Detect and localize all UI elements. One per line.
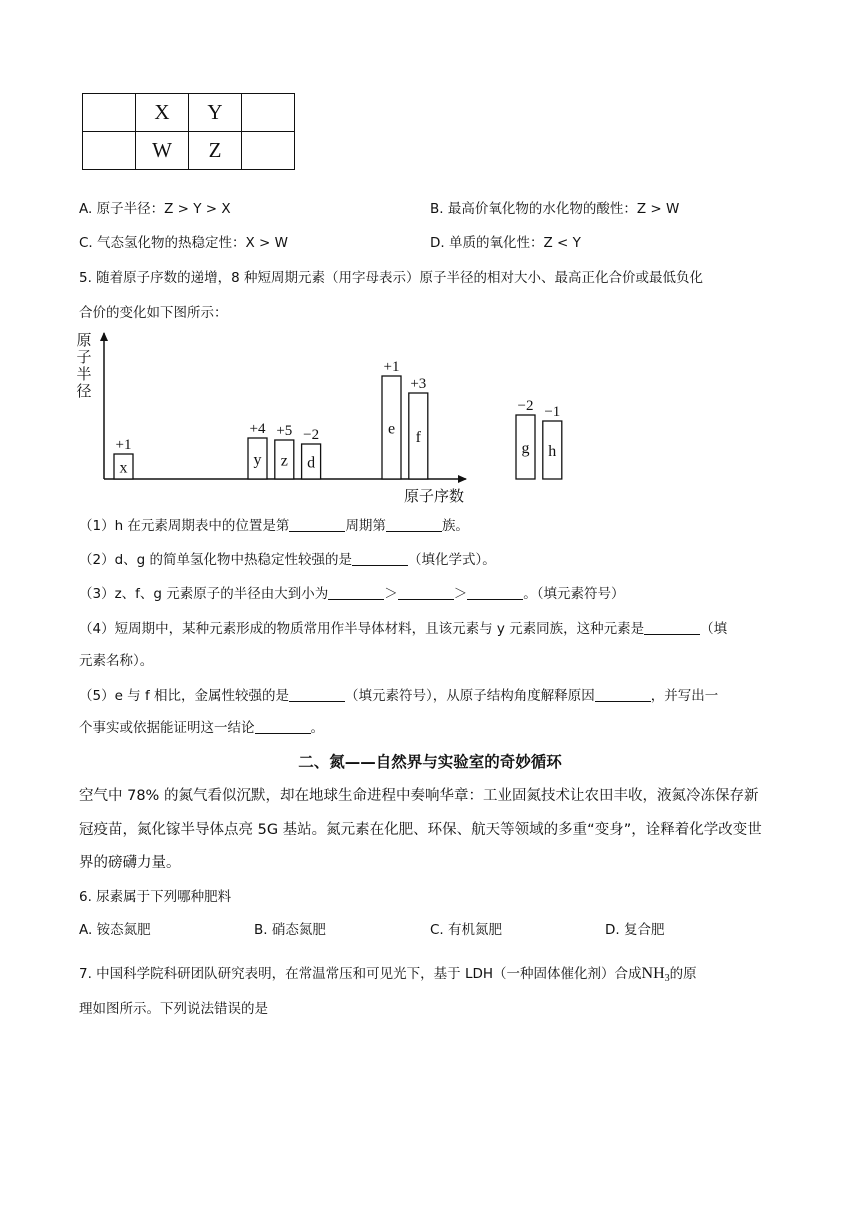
valence-label-g: −2	[517, 398, 534, 414]
q7-stem-line1	[79, 964, 697, 989]
q4-option-a: A. 原子半径：Z > Y > X	[79, 201, 231, 217]
q5-stem-line2: 合价的变化如下图所示：	[79, 305, 228, 321]
answer-blank[interactable]	[328, 585, 384, 600]
valence-label-x: +1	[115, 437, 132, 453]
q4-option-c: C. 气态氢化物的热稳定性：X > W	[79, 235, 288, 251]
text: （填化学式）。	[408, 552, 496, 568]
answer-blank[interactable]	[352, 551, 408, 566]
sub-question-5-cont	[79, 718, 324, 738]
text: 7. 中国科学院科研团队研究表明，在常温常压和可见光下，基于 LDH（一种固体催化剂）合成	[79, 966, 642, 982]
table-cell: Y	[189, 94, 242, 132]
q6-option-d: D. 复合肥	[605, 922, 665, 938]
y-axis-label	[76, 331, 91, 400]
q7-stem-line2: 理如图所示。下列说法错误的是	[79, 1001, 268, 1017]
sub-question-4	[79, 619, 727, 639]
y-axis-label-char: 半	[76, 365, 92, 383]
bar-label-z: z	[280, 452, 288, 470]
bar-label-h: h	[548, 443, 557, 460]
valence-label-h: −1	[544, 404, 561, 420]
bar-label-d: d	[307, 454, 316, 472]
q6-option-a: A. 铵态氮肥	[79, 922, 151, 938]
bar-label-e: e	[387, 420, 396, 438]
valence-label-z: +5	[276, 423, 293, 439]
text: 的原	[669, 966, 697, 982]
formula-nh3	[642, 965, 670, 982]
intro-line-2: 冠疫苗，氮化镓半导体点亮 5G 基站。氮元素在化肥、环保、航天等领域的多重“变身”，诠释着化学改变世	[79, 822, 762, 838]
text: 。	[310, 720, 324, 736]
q4-option-b: B. 最高价氧化物的水化物的酸性：Z > W	[430, 201, 680, 217]
table-row	[83, 132, 295, 170]
valence-label-f: +3	[410, 376, 427, 392]
text: ＞	[384, 586, 398, 602]
text: （填	[700, 621, 728, 637]
y-axis-label-char: 原	[76, 331, 92, 349]
table-cell	[242, 132, 295, 170]
q6-option-b: B. 硝态氮肥	[254, 922, 326, 938]
intro-line-1: 空气中 78% 的氮气看似沉默，却在地球生命进程中奏响华章：工业固氮技术让农田丰收，液氮冷冻保存新	[79, 788, 759, 804]
valence-label-d: −2	[303, 427, 320, 443]
text: 个事实或依据能证明这一结论	[79, 720, 255, 736]
subscript: 3	[664, 973, 670, 984]
text: 族。	[441, 518, 469, 534]
table-cell	[83, 132, 136, 170]
table-cell: Z	[189, 132, 242, 170]
sub-question-5	[79, 686, 718, 706]
text: （1）h 在元素周期表中的位置是第	[79, 518, 290, 534]
section-heading: 二、氮——自然界与实验室的奇妙循环	[298, 753, 562, 771]
q4-option-d: D. 单质的氧化性：Z < Y	[430, 235, 581, 251]
y-axis-label-char: 子	[76, 348, 92, 366]
sub-question-1	[79, 516, 469, 536]
answer-blank[interactable]	[386, 517, 442, 532]
text: （3）z、f、g 元素原子的半径由大到小为	[79, 586, 329, 602]
text: ，并写出一	[650, 688, 719, 704]
valence-label-e: +1	[383, 359, 400, 375]
intro-line-3: 界的磅礴力量。	[79, 855, 181, 871]
answer-blank[interactable]	[595, 687, 651, 702]
table-row	[83, 94, 295, 132]
answer-blank[interactable]	[289, 517, 345, 532]
text: （5）e 与 f 相比，金属性较强的是	[79, 688, 290, 704]
x-axis-label: 原子序数	[403, 487, 465, 505]
q6-stem: 6. 尿素属于下列哪种肥料	[79, 889, 232, 905]
sub-question-2	[79, 550, 496, 570]
text: 周期第	[345, 518, 386, 534]
table-cell	[242, 94, 295, 132]
answer-blank[interactable]	[467, 585, 523, 600]
text: （2）d、g 的简单氢化物中热稳定性较强的是	[79, 552, 353, 568]
text: （4）短周期中，某种元素形成的物质常用作半导体材料，且该元素与 y 元素同族，这种元素是	[79, 621, 645, 637]
answer-blank[interactable]	[289, 687, 345, 702]
text: 。（填元素符号）	[523, 586, 625, 602]
sub-question-4-cont: 元素名称）。	[79, 653, 154, 669]
q6-option-c: C. 有机氮肥	[430, 922, 503, 938]
answer-blank[interactable]	[255, 719, 311, 734]
formula-text: NH	[641, 965, 665, 982]
text: ＞	[453, 586, 468, 602]
table-cell: X	[136, 94, 189, 132]
text: （填元素符号），从原子结构角度解释原因	[345, 688, 595, 704]
table-cell	[83, 94, 136, 132]
q5-stem-line1: 5. 随着原子序数的递增，8 种短周期元素（用字母表示）原子半径的相对大小、最高正化合价或最低负化	[79, 270, 704, 286]
bar-label-f: f	[415, 429, 421, 446]
y-axis-label-char: 径	[76, 382, 92, 400]
periodic-table-fragment	[82, 93, 295, 170]
bar-label-x: x	[119, 459, 128, 477]
valence-label-y: +4	[249, 421, 266, 437]
answer-blank[interactable]	[644, 620, 700, 635]
sub-question-3	[79, 584, 625, 604]
table-cell: W	[136, 132, 189, 170]
bar-label-g: g	[521, 440, 530, 457]
answer-blank[interactable]	[398, 585, 454, 600]
bar-label-y: y	[253, 451, 262, 469]
atomic-radius-chart	[70, 325, 561, 510]
